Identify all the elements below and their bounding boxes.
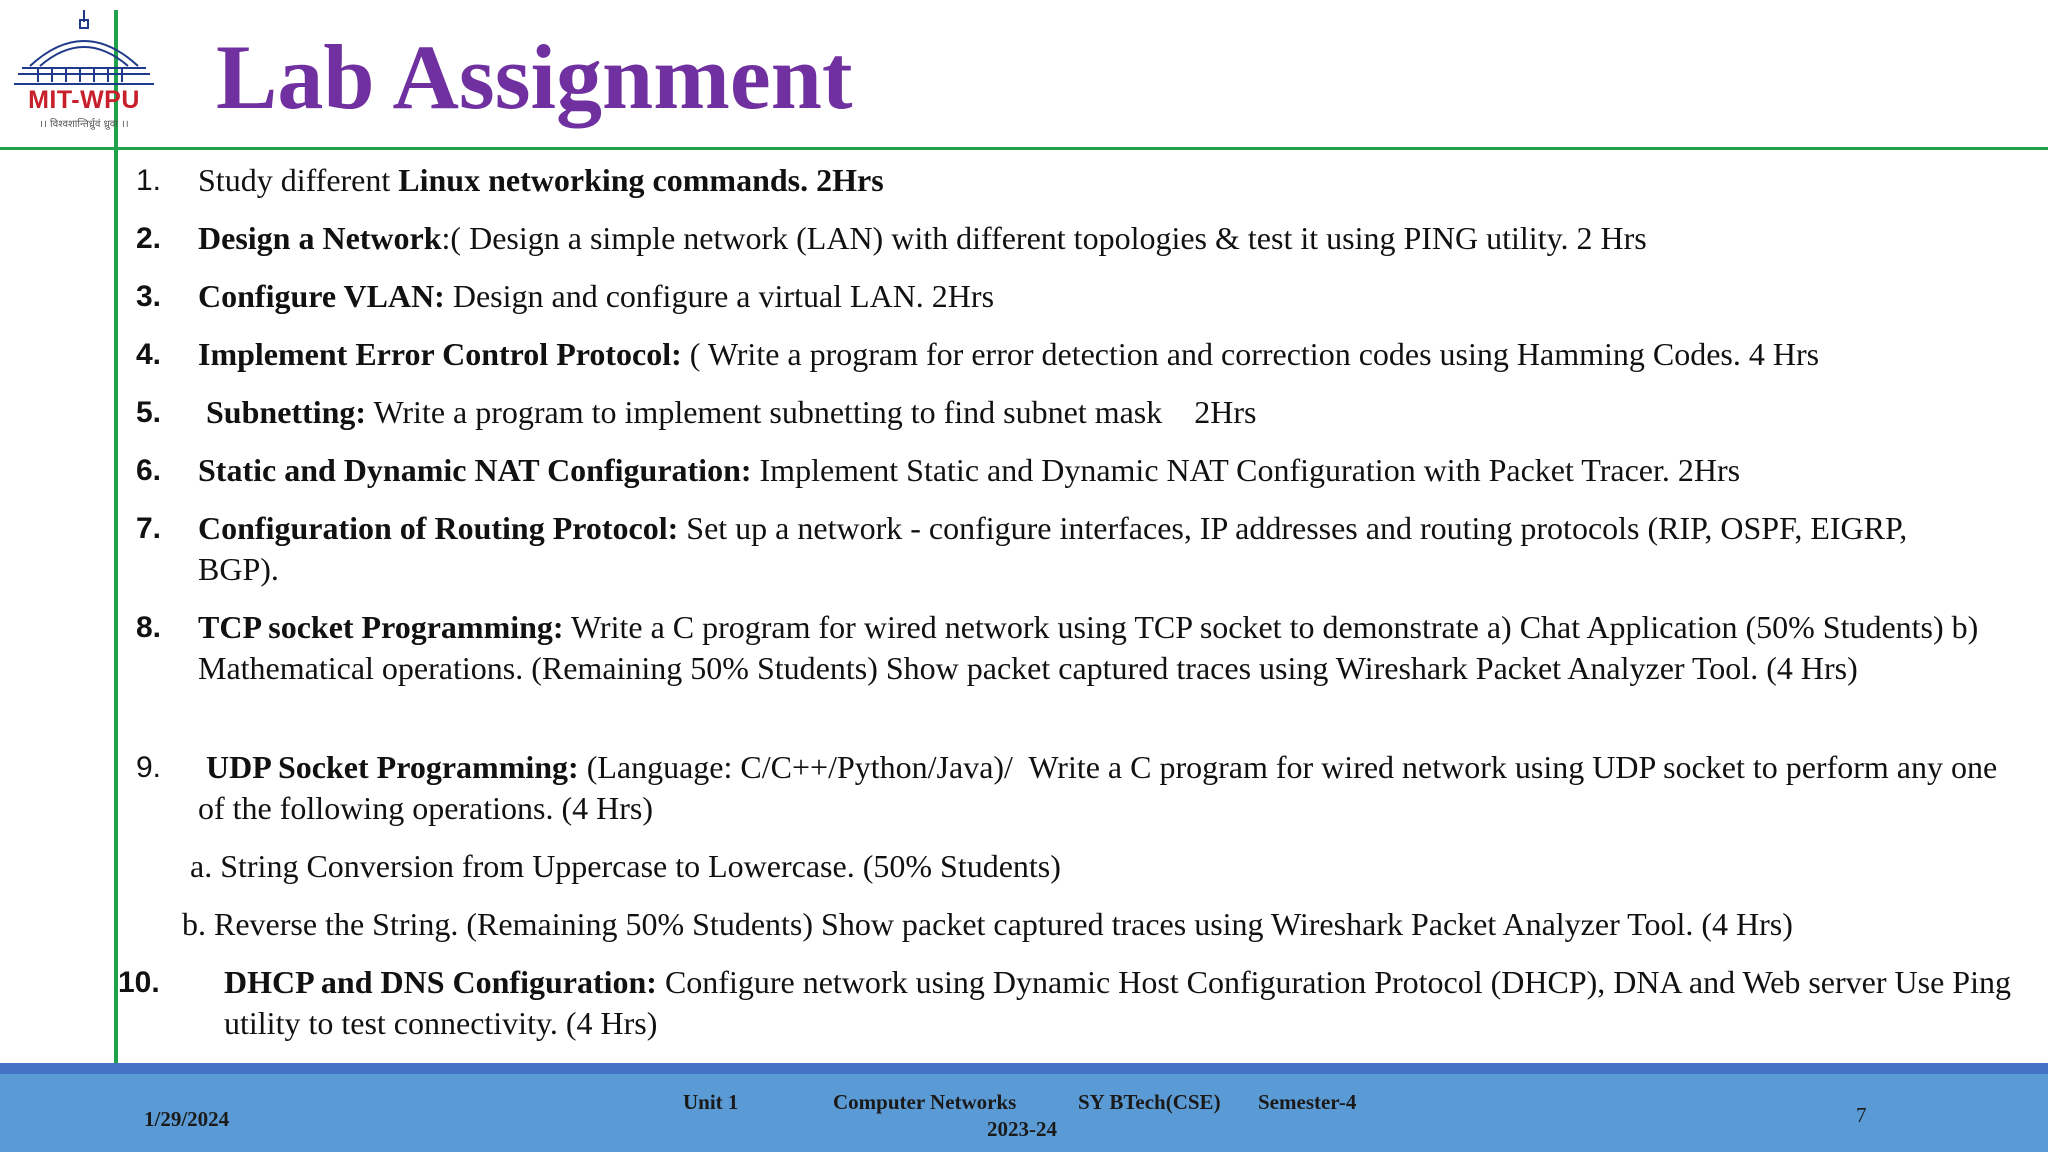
footer-date: 1/29/2024 [144,1107,230,1131]
item-text [198,394,206,430]
item-number: 8. [136,611,162,644]
item-detail: Design and configure a virtual LAN. 2Hrs [444,278,995,314]
footer-unit: Unit 1 [683,1090,739,1114]
item-number: 2. [136,222,162,255]
item-heading: Implement Error Control Protocol: [198,336,682,372]
item-heading: Design a Network [198,220,442,256]
item-number: 9. [136,751,162,784]
footer-band [0,1063,2048,1074]
slide-footer [0,1063,2048,1152]
item-number: 10. [118,966,160,999]
item-heading: TCP socket Programming: [198,609,564,645]
item-heading: Linux networking commands. 2Hrs [398,162,884,198]
item-detail: Configure network using Dynamic Host Configuration Protocol (DHCP), DNA and Web server Use Ping utility to test connectivity. (4 Hrs) [224,964,2011,1041]
item-number: 3. [136,280,162,313]
item-detail: Implement Static and Dynamic NAT Configuration with Packet Tracer. 2Hrs [751,452,1741,488]
item-number: 5. [136,396,162,429]
item-detail: Set up a network - configure interfaces, IP addresses and routing protocols (RIP, OSPF, EIGRP, BGP). [198,510,1908,587]
item-heading: Subnetting: [206,394,367,430]
horizontal-rule [0,147,2048,150]
item-text: Study different [198,162,399,198]
item-heading: Static and Dynamic NAT Configuration: [198,452,752,488]
footer-program: SY BTech(CSE) [1078,1090,1221,1114]
logo-brand: MIT-WPU [28,86,140,114]
item-detail: :( Design a simple network (LAN) with different topologies & test it using PING utility. 2 Hrs [441,220,1647,256]
footer-year: 2023-24 [987,1117,1057,1141]
slide-title: Lab Assignment [216,26,853,128]
item-heading: Configuration of Routing Protocol: [198,510,679,546]
item-text [198,749,206,785]
footer-semester: Semester-4 [1258,1090,1357,1114]
sub-item: b. Reverse the String. (Remaining 50% Students) Show packet captured traces using Wireshark Packet Analyzer Tool. (4 Hrs) [182,906,1793,942]
item-number: 4. [136,338,162,371]
item-number: 1. [136,164,162,197]
item-heading: Configure VLAN: [198,278,445,314]
item-number: 7. [136,512,162,545]
item-heading: UDP Socket Programming: [206,749,579,785]
footer-course: Computer Networks [833,1090,1017,1114]
item-detail: ( Write a program for error detection and correction codes using Hamming Codes. 4 Hrs [681,336,1820,372]
page-number: 7 [1856,1103,1867,1127]
item-heading: DHCP and DNS Configuration: [224,964,657,1000]
dome-icon [8,8,160,88]
sub-item: a. String Conversion from Uppercase to Lowercase. (50% Students) [190,848,1061,884]
logo-tagline: ।। विश्वशान्तिर्ध्रुवं ध्रुवा ।। [39,119,129,130]
item-number: 6. [136,454,162,487]
item-detail: Write a program to implement subnetting to find subnet mask 2Hrs [366,394,1257,430]
university-logo [8,8,160,132]
item-detail: (Language: C/C++/Python/Java)/ Write a C program for wired network using UDP socket to perform any one of the following operations. (4 Hrs) [198,749,2006,826]
item-detail: Write a C program for wired network using TCP socket to demonstrate a) Chat Application (50% Students) b) Mathematical operations. (Remaining 50% Students) Show packet captured traces using Wireshark Packet Analyzer Tool. (4 Hrs) [198,609,1979,686]
